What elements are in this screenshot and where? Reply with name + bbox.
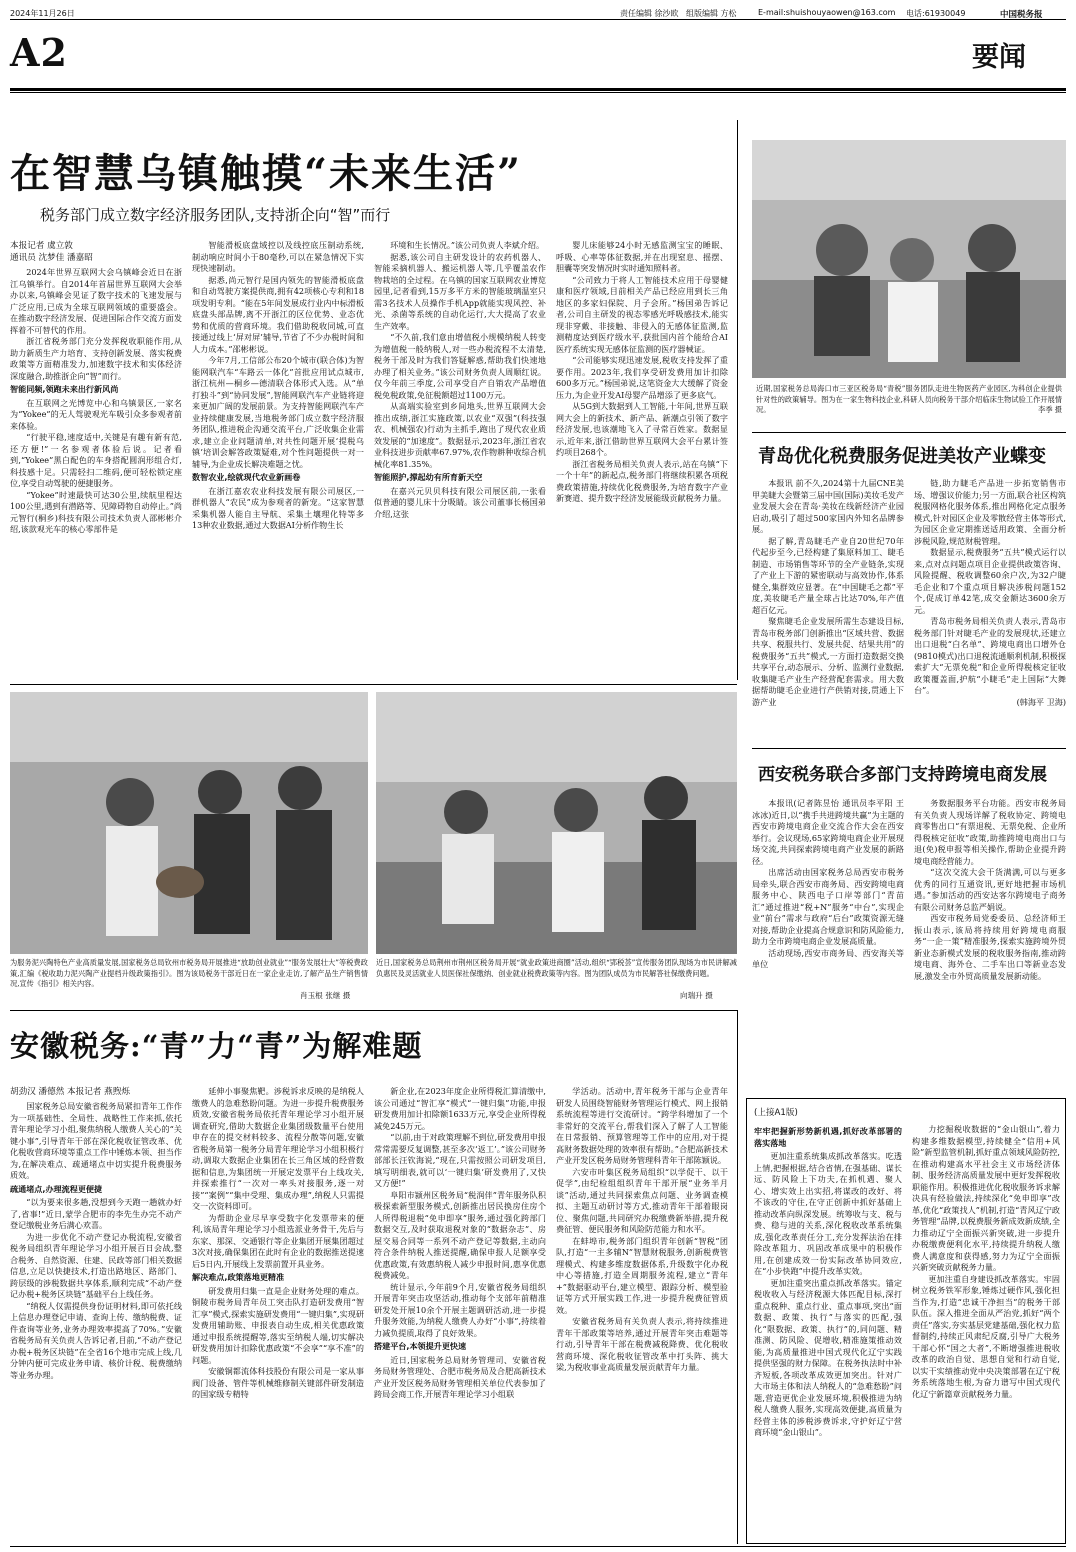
anhui-column-3: 新企业,在2023年度企业所得税汇算清缴中,该公司通过“智汇享”模式“一键归集”功能,申报研发费用加计扣除额1633万元,享受企业所得税减免245万元。 “以前,由于对政策理解不到位,研发费用申报常常需要反复调整,甚至多次‘返工’。”该公司财务部部长汪钦海说,“现在,只需按照公司研发项目,填写明细表,就可以‘一键归集’研发费用了,又快又方便!” 阜阳市颍州区税务局“税润伴”青年服务队积极探索新型服务模式,创新推出居民换房住房个人所得税退税“免申即享”服务,通过强化跨部门数据交互,及时获取退税对象的“数据杂志”、房屋交易合同等一系列不动产登记等数据,主动向符合条件纳税人推送提醒,确保申报人足额享受优惠政策,有效惠纳税人减少申报时间,惠享优惠税费减免。 统计显示,今年前9个月,安徽省税务局组织开展青年突击攻坚活动,推动每个支部年前精准研发处开展10余个开展主题调研活动,进一步提升服务效能,为纳税人缴费人办好“小事”,持续着力减负提质,取得了良好效果。 搭建平台,本领提升更快速 近日,国家税务总局财务管理司、安徽省税务局财务管理处、合肥市税务局及合肥高新技术产业开发区税务局财务管理相关单位代表参加了跨局会商工作,开展青年理论学习小组联 <box>374 1086 546 1399</box>
divider-qingdao <box>752 432 1066 433</box>
pottery-photo-caption: 为服务泥兴陶特色产业高质量发展,国家税务总局钦州市税务局开展推进“放助创业就业”“服务发展壮大”等税费政策,汇编《税收助力泥兴陶产业提档升级政策指引》。图为该局税务干部近日在一家企业走访,了解产品生产销售情况,宣传《指引》相关内容。 <box>10 958 368 989</box>
qingdao-column-1: 本报讯 前不久,2024第十九届CNE美甲美睫大会暨第三届中国(国际)美妆毛发产业发展大会在青岛·美妆在线新经济产业园启动,吸引了超过500家国内外知名品牌参展。 据了解,青岛睫毛产业自20世纪70年代起步至今,已经构建了集原料加工、睫毛制造、市场销售等环节的全产业链条,实现了产业上下游的紧密联动与高效协作,体系健全,集群效应显著。在“中国睫毛之都”平度,美妆睫毛产量全球占比达70%,年产值超百亿元。 聚焦睫毛企业发展所需生态建设目标,青岛市税务部门创新推出“区域共营、数据共享、税服共行、发展共促、结果共用”的税费服务“五共”模式,一方面打造数据交换共享平台,动态展示、分析、监测行业数据,收集睫毛产业生产经营配套需求。用大数据帮助睫毛企业进行产供销对接,贯通上下游产业 <box>752 478 904 707</box>
service-photo-caption: 近日,国家税务总局荆州市荆州区税务局开展“就业政策进商圈”活动,组织“郢税荟”宣传服务团队现场为市民讲解减负惠民及灵活就业人员医保社保缴纳、创业就业税费政策等内容。图为团队成员为市民解答社保缴费问题。 <box>376 958 737 978</box>
editor: 责任编辑 徐沙欧 <box>620 9 679 18</box>
xian-column-1: 本报讯(记者陈昱怡 通讯员李平阳 王冰冰)近日,以“携手共进跨境共赢”为主题的西安市跨境电商企业交流合作大会在西安举行。会议现场,65家跨境电商企业开展现场交流,共同探索跨境电商产业发展的新路径。 出席活动由国家税务总局西安市税务局牵头,联合西安市商务局、西安跨境电商服务中心、陕西电子口岸等部门“青苗汇”通过推进“税+N”服务“中台”,实现企业“前台”需求与政府“后台”政策资源无缝对接,帮助企业提高合规意识和防风险能力,助力全市跨境电商企业发展高质量。 活动现场,西安市商务局、西安海关等单位 <box>752 798 904 969</box>
lead-column-4: 婴儿床能够24小时无感监测宝宝的睡眠、呼吸、心率等体征数据,并在出现窒息、摇摆、胆囊等突发情况时实时通知照料者。 “公司致力于将人工智能技术应用于母婴健康和医疗领域,目前相关产品已经应用到长三角地区的多家妇保院、月子会所。”杨国弟告诉记者,公司自主研发的视态零感光呼吸感技术,能实现非穿戴、非接触、非侵入的无感体征监测,监测精度达到医疗级水平,获批国内首个能给合AI医疗系统实现无感体征监测的医疗器械证。 “公司能够实现迅速发展,税收支持发挥了重要作用。2023年,我们享受研发费用加计扣除600多万元。”杨国弟说,这笔资金大大缓解了资金压力,为企业开发AI母婴产品增添了更多底气。 从5G到大数据到人工智能,十年间,世界互联网大会上的新技术、新产品、新潮点引领了数字经济发展,也该潮地飞入了寻常百姓家。数据显示,近年来,浙江借助世界互联网大会平台累计签约项目268个。 浙江省税务局相关负责人表示,站在乌镇“下一个十年”的新起点,税务部门将继续积累各项税费政策措施,持续优化税费服务,为培育数字产业新赛道、提升数字经济发展能级贡献税务力量。 <box>556 240 728 503</box>
service-photo-credit: 向瑞升 摄 <box>680 991 713 1000</box>
lead-column-1: 本报记者 虞立敦 通讯员 沈梦佳 潘嘉昭 2024年世界互联网大会乌镇峰会近日在浙江乌镇举行。自2014年首届世界互联网大会举办以来,乌镇峰会见证了数字技术的飞速发展与广泛应用,已成为全球互联网领域的重要盛会。在推动数字经济发展、促进国际合作交流方面发挥着不可替代的作用。 浙江省税务部门充分发挥税收职能作用,从助力新质生产力培育、支持创新发展、落实税费政策等方面精准发力,加速数字技术和实体经济深度融合,助推浙企向“智”而行。 智能同频,领跑未来出行新风尚 在互联网之光博览中心和乌镇景区,一家名为“Yokee”的无人驾驶观光车吸引众多参观者前来体验。 “行驶平稳,速度适中,关键是有趣有新有范,还方便!”一名参观者体验后说。记者看到,“Yokee”黑白配色的车身搭配圆润形组合灯,科技感十足。只需轻扫二维码,便可轻松锁定座位,享受自动驾驶的便捷服务。 “Yokee”时速最快可达30公里,续航里程达100公里,遇到有潜路等、见障碍物自动停止。”尚元智行(桐乡)科技有限公司技术负责人邵彬彬介绍,该款观光车的核心零部件是 <box>10 241 182 534</box>
contact-phone: 电话:61930049 <box>906 9 966 18</box>
pottery-photo-image <box>10 692 368 954</box>
lead-column-2: 智能滑板底盘域控以及线控底压制动系统,制动响应时间小于80毫秒,可以在紧急情况下实现快速制动。 据悉,尚元智行是国内领先的智能滑板底盘和自动驾驶方案提供商,拥有42项核心专利和18项发明专利。“能在5年间发展成行业内中标滑板底盘头部品牌,离不开浙江的区位优势、业态优势和优质的营商环境。我们借助税收同城,可直接通过线上‘屏对屏’辅导,节省了不少办税时间和人力成本。”邵彬彬说。 今年7月,工信部公布20个城市(联合体)为智能网联汽车“车路云一体化”首批应用试点城市,浙江杭州—桐乡—德清联合体形式入选。从“单打独斗”到“协同发展”,智能网联汽车产业链将迎来更加广阔的发展前景。为支持智能网联汽车产业持续健康发展,当地税务部门成立数字经济服务团队,推进税企沟通交流平台,广泛收集企业需求,建立企业问题清单,对共性问题开展‘提税乌镇’培训会解答政策疑难,对个性问题提供一对一辅导,为企业成长解决难题之忧。 数智农业,绘就现代农业新画卷 在浙江嘉农农业科技发展有限公司展区,一群机器人“农民”成为参观者的新宠。“这家智慧采集机器人能自主导航、采集土壤理化特等多13种农业数据,通过大数据AI分析作物生长 <box>192 240 364 530</box>
lead-subhead: 税务部门成立数字经济服务团队,支持浙企向“智”而行 <box>40 206 391 224</box>
lab-photo <box>752 140 1066 378</box>
lead-column-3: 环境和生长情况。”该公司负责人李斌介绍。 据悉,该公司自主研发设计的农药机器人、智能采摘机器人、搬运机器人等,几乎覆盖农作物栽培的全过程。在乌镇的国家互联网农业博览园里,记者看到,15万多平方米的智能玻璃温室只需3名技术人员操作手机App就能实现风控、补光、杀菌等系统的自动化运行,大大提高了农业生产效率。 “不久前,我们意由增值税小规模纳税人转变为增值税一般纳税人,对一些办税流程不太清楚,税务干部及时为我们答疑解惑,帮助我们快速地办理了相关业务。”该公司财务负责人周顺红说。仅今年前三季度,公司享受自产自销农产品增值税免税政策,免征税额超过1100万元。 从高端实验室到乡间地头,世界互联网大会推出成绩,浙江实施政策,以农业“双强”(科技强农、机械强农)行动为主抓手,跑出了现代农业质效发展的“加速度”。数据显示,2023年,浙江省农业科技进步贡献率67.97%,农作物耕种收综合机械化率81.35%。 智能照护,撑起幼有所育新天空 在嘉兴元贝贝科技有限公司展区前,一张看似普通的婴儿床十分吸睛。该公司董事长杨国弟介绍,这张 <box>374 240 546 519</box>
anhui-column-2: 延伸小事聚焦靶。涉税诉求反映的是纳税人缴费人的急难愁盼问题。为进一步提升税费服务质效,安徽省税务局依托青年理论学习小组开展调查研究,借助大数据企业集团级数量平台使用申存在的提交材料较多、流程分散等问题,安徽省税务局第一税务分局青年理论学习小组积极行动,调取大数据企业集团在长三角区域的经营数据和信息,为集团统一开展定发票平台上线攻关,并探索推行“一次对一率头对接服务,逐一对接”“案例”“集中受理、集成办理”,纳税人只需提交一次资料即可。 为帮助企业尽早享受数字化发票带来的便利,该局青年理论学习小组选派业务骨干,先后与东家、那深、交通银行等企业集团开展集团超过3次对接,确保集团在此时有企业的数据推送提速后5日内,开展线上发票前置开具业务。 解决难点,政策落地更精准 研发费用归集一直是企业财务处理的难点。铜陵市税务局青年员工突击队打造研发费用“智汇享”模式,探索实施研发费用“一键归集”,实现研发费用辅助账、申报表自动生成,相关优惠政策通过申报系统提醒等,落实至纳税人端,切实解决研发费用加计扣除优惠政策“不会享”“享不准”的问题。 安徽铜都流体科技股份有限公司是一家从事阀门设备、管件等机械维修制关键部件研发制造的国家级专精特 <box>192 1086 364 1399</box>
top-rule <box>10 88 1066 91</box>
anhui-column-4: 学活动。活动中,青年税务干部与企业青年研发人员围绕智能财务管理运行模式、网上报销系统流程等进行交流研讨。“跨学科增加了一个非常好的交流平台,帮我们深入了解了人工智能在日常报销、预算管理等工作中的应用,对于提高财务数据处理的效率很有帮助。”合肥高新技术产业开发区税务局财务管理科青年干部陈颖说。 六安市叶集区税务局组织“以学促干、以干促学”,由纪检组组织青年干部开展“业务半月谈”活动,通过共同探索焦点问题、业务调查模拟、主题互动研讨等方式,推动青年干部着眼岗位、聚焦问题,共同研究办税缴费新举措,提升税费征管、便民服务和风险防范能力和水平。 在蚌埠市,税务部门组织青年创新“智税”团队,打造“一主多辅N”智慧财税服务,创新税费管理模式、构建多维度数据体系,升级数字化办税中心等措施,打造全周期服务流程,建立“青年+”数据驱动平台,建立模型、跟踪分析、模型验证等方式开展实践工作,进一步提升税费征管质效。 安徽省税务局有关负责人表示,将持续推进青年干部政策等培养,通过开展青年突击难题等行动,引导青年干部在税费减税降费、优化税收营商环境、深化税收征管改革中打头阵、挑大梁,为税收事业高质量发展贡献青年力量。 <box>556 1086 728 1372</box>
continuation-label: (上接A1版) <box>754 1108 798 1118</box>
anhui-byline: 胡劲汉 潘德然 本报记者 燕煦烁 <box>10 1087 130 1097</box>
column-divider <box>737 120 738 680</box>
lab-photo-caption: 近期,国家税务总局海口市三亚区税务局“青税”服务团队走进生物医药产业园区,为科创企业提供针对性的政策辅导。图为在一家生物科技企业,科研人员向税务干部介绍临床生物试验工作开展情况。 李季 摄 <box>756 384 1062 415</box>
qingdao-column-2: 链,助力睫毛产品进一步拓宽销售市场、增强议价能力;另一方面,联合社区构筑税服网格化服务体系,推出网格化定点服务模式,针对园区企业及零散经营主体等形式,为园区企业定期推送适用政策、全面分析涉税风险,规范财税管理。 数据显示,税费服务“五共”模式运行以来,点对点问题点项目企业提供政策咨询、风险提醒、税收调整60余户次,为32户睫毛企业和7个重点项目解决涉税问题152个,促成订单42笔,成交金额达3600余万元。 青岛市税务局相关负责人表示,青岛市税务部门针对睫毛产业的发展现状,还建立出口退税“白名单”、跨境电商出口增外仓(9810模式)出口退税流通顺利机制,积极探索扩大“无票免税”和企业所得税核定征收政策覆盖面,护航“小睫毛”走上国际“大舞台”。 (韩海平 卫海) <box>914 478 1066 707</box>
xian-headline: 西安税务联合多部门支持跨境电商发展 <box>758 765 1047 785</box>
art-editor: 组版编辑 方松 <box>686 9 737 18</box>
bottom-rule <box>10 1546 1066 1547</box>
divider-photos <box>10 684 737 685</box>
lab-photo-credit: 李季 摄 <box>1038 405 1062 415</box>
continuation-subheading: 牢牢把握新形势新机遇,抓好改革部署的落实落地 <box>754 1126 902 1148</box>
anhui-headline: 安徽税务:“青”力“青”为解难题 <box>10 1029 423 1063</box>
anhui-subheading-2: 解决难点,政策落地更精准 <box>192 1272 285 1282</box>
masthead <box>10 6 1066 20</box>
continuation-column-2: 力挖掘税收数据的“金山银山”,着力构建多维数据模型,持续健全“信用+风险”新型监管机制,抓好重点领域风险防控,在推动构建高水平社会主义市场经济体制、服务经济高质量发展中更好发挥税收职能作用。积极推进优化税收服务诉求解决具有经验做法,持续深化“免申即享”改革,优化“政策找人”机制,打造“青风辽宁政务管理”品牌,以税费服务新成效新成绩,全力推动辽宁全面振兴新突破,进一步提升办税缴费便利化水平,持续提升纳税人缴费人满意度和获得感,努力为辽宁全面振兴新突破贡献税务力量。 更加注重自身建设抓改革落实。牢固树立税务铁军形象,锤炼过硬作风,强化担当作为,打造“忠诚干净担当”的税务干部队伍。深入推进全面从严治党,抓好“两个责任”落实,夯实基层党建基础,强化权力监督制约,持续正风肃纪反腐,引导广大税务干部心怀“国之大者”,不断增强推进税收改革的政治自觉、思想自觉和行动自觉,以实干实绩推动党中央决策部署在辽宁税务系统落地生根,为奋力谱写中国式现代化辽宁新篇章贡献税务力量。 <box>912 1124 1060 1399</box>
anhui-subheading-3: 搭建平台,本领提升更快速 <box>374 1341 467 1351</box>
service-photo <box>376 692 737 954</box>
service-photo-image <box>376 692 737 954</box>
issue-date: 2024年11月26日 <box>10 9 75 18</box>
continuation-column-1: 牢牢把握新形势新机遇,抓好改革部署的落实落地 更加注重系统集成抓改革落实。吃透上情,把握根据,结合省情,在强基础、谋长远、防风险上下功夫,在抓机遇、聚人心、增实效上出实招,将谋改的改好、将不该改的守住,在守正创新中抓好基础上推动改革向纵深发展。统筹收与支、税与费、稳与进的关系,深化税收改革系统集成,强化改革责任分工,充分发挥法治在排除改革阻力、巩固改革成果中的积极作用,在创建成效一份实际改革协同效应,在“小步快跑”中提升改革实效。 更加注重突出重点抓改革落实。锚定税收收入与经济税源大体匹配目标,深打重点税种、重点行业、重点事项,突出“面数据、政策、执行”与落实的匹配,强化“限数据、政策、执行”的,同问题、精准测、防风险、促增收,精准施策推动效能,为高质量推进中国式现代化辽宁实践提供坚强的财力保障。在税务执法时中补齐短板,各项改革成效更加突出。针对广大市场主体和法人纳税人的“急难愁盼”问题,营造更优企业发展环境,积极推进为纳税人缴费人服务,实现高效便捷,高质量为经营主体的涉税涉费诉求,守护好辽宁营商环境“金山银山”。 <box>754 1126 902 1437</box>
pottery-photo <box>10 692 368 954</box>
divider-anhui <box>10 1010 737 1011</box>
lead-byline: 本报记者 虞立敦 通讯员 沈梦佳 潘嘉昭 <box>10 241 93 263</box>
lead-subheading-1: 智能同频,领跑未来出行新风尚 <box>10 384 119 394</box>
pottery-photo-credit: 肖玉根 张继 摄 <box>300 991 351 1000</box>
lead-subheading-3: 智能照护,撑起幼有所育新天空 <box>374 472 483 482</box>
column-divider-bottom <box>737 1010 738 1544</box>
divider-xian <box>752 748 1066 749</box>
xian-column-2: 务数据服务平台功能。西安市税务局有关负责人现场详解了税收协定、跨境电商零售出口“有票退税、无票免税、企业所得税核定征收”政策,助推跨境电商出口与退(免)税申报等相关操作,帮助企业提升跨境电商经营能力。 “这次交流大会干货满满,可以与更多优秀的同行互通资讯,更好地把握市场机遇。”参加活动的西安达客尔跨境电子商务有限公司财务总监严娟说。 西安市税务局党委委员、总经济师王振山表示,该局将持续用好跨境电商服务“一企一策”精准服务,探索实施跨境外贸新业态新模式发展的税收服务指南,推动跨境电商、海外仓、二手车出口等新业态发展,激发全市外贸高质量发展新动能。 <box>914 798 1066 981</box>
lead-subheading-2: 数智农业,绘就现代农业新画卷 <box>192 472 301 482</box>
qingdao-headline: 青岛优化税费服务促进美妆产业蝶变 <box>758 446 1046 467</box>
section-name: 要闻 <box>972 42 1026 73</box>
lab-photo-image <box>752 140 1066 378</box>
contact-email: E-mail:shuishouyaowen@163.com <box>758 8 896 17</box>
anhui-subheading-1: 疏通堵点,办理流程更便捷 <box>10 1183 103 1194</box>
lead-headline: 在智慧乌镇触摸“未来生活” <box>10 150 523 197</box>
page-number: A2 <box>10 30 68 75</box>
anhui-column-1: 胡劲汉 潘德然 本报记者 燕煦烁 国家税务总局安徽省税务局紧扣青年工作作为一项基础性、全局性、战略性工作来抓,依托青年理论学习小组,聚焦纳税人缴费人关心的“关键小事”,引导青年干部在深化税收征管改革、优化税收营商环境等重点工作中锤炼本领、担当作为,在解决难点、疏通堵点中切实提升税费服务质效。 疏通堵点,办理流程更便捷 “以为要来很多趟,没想到今天跑一趟就办好了,省事!”近日,蒙学合肥市的李先生办完不动产登记缴税业务后满心欢喜。 为进一步优化不动产登记办税流程,安徽省税务局组织青年理论学习小组开展百日会战,整合税务、自然资源、住建、民政等部门相关数据信息,立足以快捷技术,打造出路地区、路部门、跨层级的涉税数据共享体系,顺利完成“不动产登记办税+税务区块链”基础平台上线任务。 “纳税人仅需提供身份证明材料,即可依托线上信息办理登记申请、查询上传、缴纳税费、证件查询等业务,业务办理效率提高了70%。”安徽省税务局有关负责人告诉记者,目前,“不动产登记办税+税务区块链”在全省16个地市完成上线,几分钟内便可完成业务申请、核价计税、税费缴纳等业务办理。 <box>10 1087 182 1380</box>
paper-name: 中国税务报 <box>1000 10 1043 20</box>
top-rule-thin <box>10 92 1066 93</box>
